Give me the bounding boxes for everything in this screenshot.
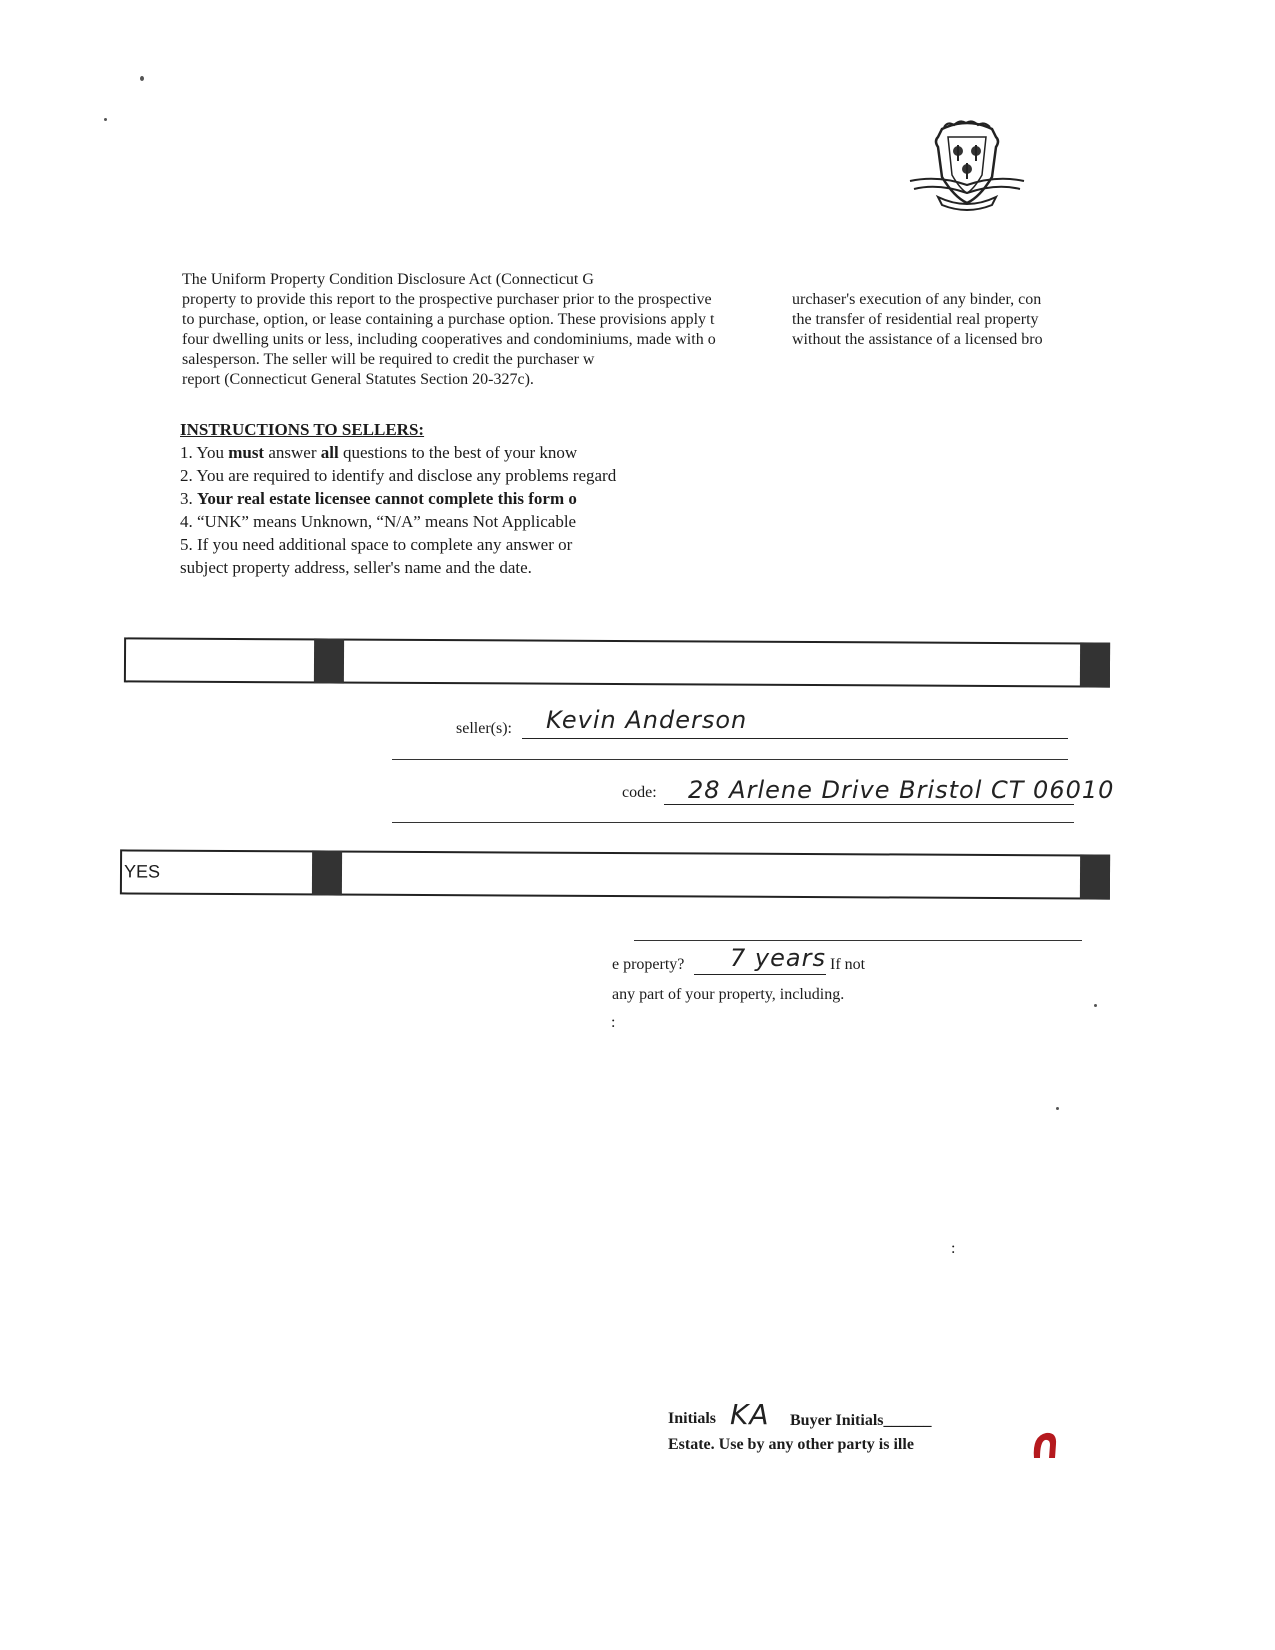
- yes-column-label: YES: [123, 861, 161, 882]
- intro-line: [182, 290, 1082, 310]
- intro-paragraph: [182, 270, 1082, 390]
- intro-line-right: the transfer of residential real property: [792, 311, 1039, 328]
- seller-name-field[interactable]: Kevin Anderson: [546, 706, 748, 734]
- instruction-item-2: 2. You are required to identify and disclose any problems regard: [180, 466, 617, 485]
- property-address-field[interactable]: 28 Arlene Drive Bristol CT 06010: [688, 776, 1115, 804]
- ownership-question-label: e property?: [612, 956, 685, 973]
- intro-line-right: without the assistance of a licensed bro: [792, 331, 1043, 348]
- scan-speck: [140, 76, 144, 81]
- years-owned-field[interactable]: 7 years: [730, 944, 826, 972]
- seller-initials-label: Initials: [668, 1410, 717, 1427]
- instructions-heading: INSTRUCTIONS TO SELLERS:: [180, 420, 425, 439]
- scan-speck: [104, 118, 107, 121]
- scan-speck: [1094, 1004, 1097, 1007]
- stray-colon: :: [611, 1014, 616, 1031]
- seller-underline: [522, 738, 1068, 739]
- instruction-text: 3.: [180, 489, 197, 508]
- instruction-text: answer: [264, 443, 321, 462]
- instruction-item-5-continued: subject property address, seller's name and the date.: [180, 558, 532, 577]
- red-arch-logo-icon: [1030, 1430, 1058, 1460]
- instruction-item-3: [180, 487, 616, 510]
- buyer-initials-label: [790, 1412, 932, 1430]
- bar-divider-block: [314, 638, 344, 683]
- instruction-emphasis: Your real estate licensee cannot complete this form o: [197, 489, 577, 508]
- bar-end-block: [1080, 642, 1110, 687]
- scan-speck: [1056, 1107, 1059, 1110]
- bar-divider-block: [312, 850, 342, 895]
- form-rule: [392, 759, 1068, 760]
- buyer-initials-text: Buyer Initials: [790, 1412, 884, 1429]
- instruction-emphasis: all: [320, 443, 339, 462]
- form-rule: [392, 822, 1074, 823]
- if-not-label: If not: [830, 956, 866, 973]
- bar-end-block: [1080, 854, 1110, 899]
- footer-notice: Estate. Use by any other party is ille: [668, 1436, 914, 1453]
- instruction-item-1: [180, 441, 616, 464]
- address-label: code:: [622, 784, 657, 801]
- instruction-text: 1. You: [180, 443, 229, 462]
- instruction-item-4: 4. “UNK” means Unknown, “N/A” means Not Applicable: [180, 512, 577, 531]
- seller-initials-field[interactable]: KA: [730, 1398, 770, 1431]
- instruction-emphasis: must: [228, 443, 265, 462]
- section-header-bar: [124, 637, 1110, 687]
- instruction-text: questions to the best of your know: [338, 443, 578, 462]
- stray-colon: :: [951, 1240, 956, 1257]
- intro-line: report (Connecticut General Statutes Section 20-327c).: [182, 371, 534, 388]
- connecticut-state-seal-icon: [908, 115, 1026, 215]
- intro-line: salesperson. The seller will be required to credit the purchaser w: [182, 351, 595, 368]
- intro-line-left: property to provide this report to the prospective purchaser prior to the prospective: [182, 291, 712, 308]
- intro-line-left: four dwelling units or less, including cooperatives and condominiums, made with o: [182, 331, 716, 348]
- yes-header-bar: [120, 849, 1110, 899]
- instruction-item-5: 5. If you need additional space to complete any answer or: [180, 535, 573, 554]
- intro-line-right: urchaser's execution of any binder, con: [792, 291, 1042, 308]
- property-question-text: any part of your property, including.: [612, 986, 845, 1003]
- intro-line: The Uniform Property Condition Disclosure Act (Connecticut G: [182, 271, 594, 288]
- seller-label: seller(s):: [456, 720, 512, 737]
- instructions-section: [180, 418, 616, 579]
- intro-line: [182, 310, 1082, 330]
- address-underline: [664, 804, 1074, 805]
- ownership-underline: [694, 974, 826, 975]
- buyer-initials-blank[interactable]: ______: [883, 1412, 932, 1429]
- form-rule: [634, 940, 1082, 941]
- intro-line: [182, 330, 1082, 350]
- intro-line-left: to purchase, option, or lease containing a purchase option. These provisions apply t: [182, 311, 715, 328]
